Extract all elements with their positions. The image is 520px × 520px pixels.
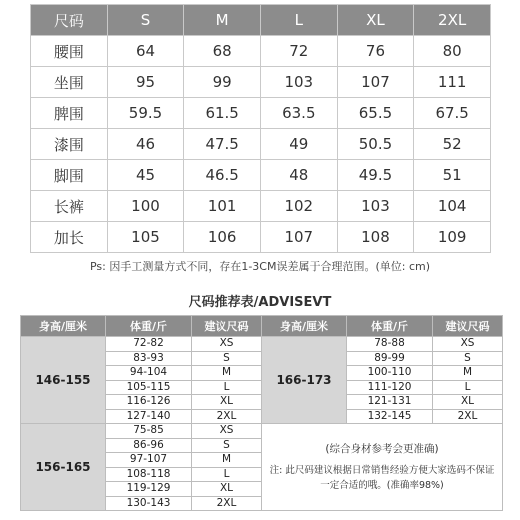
size-suggest-cell: XL <box>433 395 503 410</box>
size-header-cell: L <box>260 5 337 36</box>
size-cell: 52 <box>414 129 491 160</box>
size-suggest-cell: L <box>192 380 262 395</box>
size-cell: 107 <box>337 67 414 98</box>
size-cell: 111 <box>414 67 491 98</box>
size-row <box>31 191 491 222</box>
size-suggest-cell: L <box>192 467 262 482</box>
weight-cell: 78-88 <box>347 337 433 352</box>
weight-cell: 105-115 <box>106 380 192 395</box>
size-suggest-cell: 2XL <box>433 409 503 424</box>
size-suggest-cell: M <box>192 453 262 468</box>
recommend-note-title: (综合身材参考会更准确) <box>325 442 439 455</box>
recommend-row <box>21 337 503 352</box>
measurement-note: Ps: 因手工测量方式不同，存在1-3CM误差属于合理范围。(单位: cm) <box>89 260 431 273</box>
size-cell: 107 <box>260 222 337 253</box>
size-row <box>31 67 491 98</box>
recommend-title: 尺码推荐表/ADVISEVT <box>188 295 332 310</box>
size-row-label: 坐围 <box>31 67 108 98</box>
weight-cell: 83-93 <box>106 351 192 366</box>
size-cell: 49 <box>260 129 337 160</box>
recommend-note-body: 注: 此尺码建议根据日常销售经验方便大家选码不保证一定合适的哦。(准确率98%) <box>269 464 495 491</box>
weight-cell: 121-131 <box>347 395 433 410</box>
recommend-header-cell: 身高/厘米 <box>262 316 347 337</box>
size-row-label: 漆围 <box>31 129 108 160</box>
size-header-row <box>31 5 491 36</box>
recommend-header-cell: 建议尺码 <box>433 316 503 337</box>
size-cell: 67.5 <box>414 98 491 129</box>
weight-cell: 75-85 <box>106 424 192 439</box>
size-cell: 108 <box>337 222 414 253</box>
weight-cell: 130-143 <box>106 496 192 511</box>
weight-cell: 86-96 <box>106 438 192 453</box>
size-cell: 100 <box>107 191 184 222</box>
size-header-cell: 2XL <box>414 5 491 36</box>
size-row-label: 长裤 <box>31 191 108 222</box>
weight-cell: 108-118 <box>106 467 192 482</box>
size-row <box>31 36 491 67</box>
size-cell: 102 <box>260 191 337 222</box>
weight-cell: 127-140 <box>106 409 192 424</box>
weight-cell: 116-126 <box>106 395 192 410</box>
size-suggest-cell: M <box>192 366 262 381</box>
size-suggest-cell: M <box>433 366 503 381</box>
size-suggest-cell: 2XL <box>192 409 262 424</box>
size-cell: 109 <box>414 222 491 253</box>
recommend-header-cell: 建议尺码 <box>192 316 262 337</box>
recommend-header-cell: 体重/斤 <box>347 316 433 337</box>
size-row-label: 加长 <box>31 222 108 253</box>
size-cell: 72 <box>260 36 337 67</box>
size-cell: 45 <box>107 160 184 191</box>
size-suggest-cell: S <box>192 351 262 366</box>
size-cell: 104 <box>414 191 491 222</box>
size-row <box>31 160 491 191</box>
height-range-cell: 156-165 <box>21 424 106 511</box>
size-header-cell: XL <box>337 5 414 36</box>
size-row-label: 脾围 <box>31 98 108 129</box>
size-suggest-cell: 2XL <box>192 496 262 511</box>
weight-cell: 111-120 <box>347 380 433 395</box>
size-cell: 95 <box>107 67 184 98</box>
size-cell: 49.5 <box>337 160 414 191</box>
size-cell: 47.5 <box>184 129 261 160</box>
size-cell: 65.5 <box>337 98 414 129</box>
size-suggest-cell: XL <box>192 482 262 497</box>
weight-cell: 72-82 <box>106 337 192 352</box>
size-cell: 61.5 <box>184 98 261 129</box>
size-cell: 64 <box>107 36 184 67</box>
weight-cell: 132-145 <box>347 409 433 424</box>
size-cell: 68 <box>184 36 261 67</box>
size-cell: 46 <box>107 129 184 160</box>
size-cell: 80 <box>414 36 491 67</box>
size-row <box>31 222 491 253</box>
size-chart-table <box>30 4 491 253</box>
height-range-cell: 146-155 <box>21 337 106 424</box>
weight-cell: 94-104 <box>106 366 192 381</box>
size-row-label: 脚围 <box>31 160 108 191</box>
size-row <box>31 129 491 160</box>
height-range-cell: 166-173 <box>262 337 347 424</box>
size-cell: 48 <box>260 160 337 191</box>
size-suggest-cell: XS <box>192 424 262 439</box>
size-row-label: 腰围 <box>31 36 108 67</box>
weight-cell: 97-107 <box>106 453 192 468</box>
size-suggest-cell: XS <box>433 337 503 352</box>
size-cell: 51 <box>414 160 491 191</box>
size-header-cell: 尺码 <box>31 5 108 36</box>
weight-cell: 119-129 <box>106 482 192 497</box>
size-suggest-cell: XL <box>192 395 262 410</box>
size-suggest-cell: S <box>192 438 262 453</box>
recommend-note-cell <box>262 424 503 511</box>
size-header-cell: S <box>107 5 184 36</box>
size-header-cell: M <box>184 5 261 36</box>
size-cell: 76 <box>337 36 414 67</box>
recommend-header-cell: 体重/斤 <box>106 316 192 337</box>
recommend-row <box>21 424 503 439</box>
size-suggest-cell: S <box>433 351 503 366</box>
size-cell: 63.5 <box>260 98 337 129</box>
weight-cell: 100-110 <box>347 366 433 381</box>
size-suggest-cell: XS <box>192 337 262 352</box>
recommend-header-cell: 身高/厘米 <box>21 316 106 337</box>
size-cell: 101 <box>184 191 261 222</box>
size-cell: 103 <box>260 67 337 98</box>
size-cell: 46.5 <box>184 160 261 191</box>
weight-cell: 89-99 <box>347 351 433 366</box>
size-cell: 99 <box>184 67 261 98</box>
size-cell: 103 <box>337 191 414 222</box>
size-row <box>31 98 491 129</box>
size-cell: 105 <box>107 222 184 253</box>
recommend-header-row <box>21 316 503 337</box>
size-suggest-cell: L <box>433 380 503 395</box>
size-cell: 50.5 <box>337 129 414 160</box>
size-cell: 106 <box>184 222 261 253</box>
size-recommend-table <box>20 315 503 511</box>
size-cell: 59.5 <box>107 98 184 129</box>
